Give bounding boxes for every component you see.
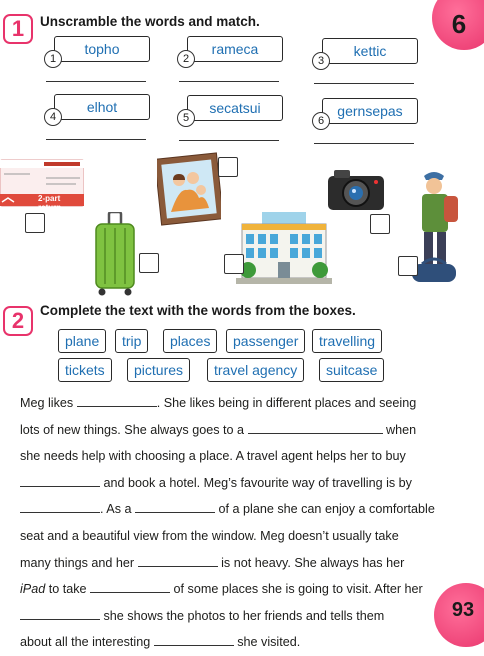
scrambled-word: kettic — [322, 38, 418, 64]
text-line-2 — [20, 417, 466, 444]
answer-blank[interactable] — [90, 581, 170, 593]
answer-blank[interactable] — [20, 475, 100, 487]
page-number: 93 — [451, 598, 475, 621]
text-segment: of some places she is going to visit. After her — [170, 582, 423, 597]
text-segment: . As a — [100, 502, 136, 517]
text-segment: many things and her — [20, 555, 138, 570]
text-segment: iPad — [20, 582, 46, 597]
text-segment: she visited. — [233, 635, 301, 650]
match-box-hotel[interactable] — [224, 254, 244, 274]
item-number: 4 — [44, 108, 62, 126]
word-travel-agency: travel agency — [207, 358, 304, 382]
text-line-5 — [20, 496, 466, 523]
match-box-camera[interactable] — [370, 214, 390, 234]
exercise-2-instruction: Complete the text with the words from the boxes. — [40, 303, 356, 318]
scrambled-word: rameca — [187, 36, 283, 62]
scrambled-word: gernsepas — [322, 98, 418, 124]
text-line-1 — [20, 390, 466, 417]
answer-line[interactable] — [179, 81, 279, 82]
answer-blank[interactable] — [248, 422, 383, 434]
word-travelling: travelling — [312, 329, 382, 353]
match-box-passenger[interactable] — [398, 256, 418, 276]
ticket-label: 2-part return — [38, 194, 62, 212]
answer-blank[interactable] — [154, 634, 234, 646]
answer-line[interactable] — [179, 140, 279, 141]
text-segment: to take — [45, 582, 91, 597]
item-number: 1 — [44, 50, 62, 68]
item-number: 2 — [177, 50, 195, 68]
answer-blank[interactable] — [20, 608, 100, 620]
hotel-picture — [236, 208, 332, 284]
answer-blank[interactable] — [138, 555, 218, 567]
camera-picture — [326, 166, 386, 214]
match-box-suitcase[interactable] — [139, 253, 159, 273]
text-segment: lots of new things. She always goes to a — [20, 422, 248, 437]
item-number: 6 — [312, 112, 330, 130]
text-segment: seat and a beautiful view from the window. Meg doesn’t usually take — [20, 528, 399, 543]
exercise-1-instruction: Unscramble the words and match. — [40, 14, 260, 29]
camera-icon — [326, 166, 386, 214]
suitcase-icon — [92, 212, 138, 296]
unit-badge — [432, 0, 484, 50]
answer-blank[interactable] — [135, 501, 215, 513]
word-plane: plane — [58, 329, 106, 353]
answer-line[interactable] — [314, 143, 414, 144]
word-pictures: pictures — [127, 358, 190, 382]
answer-line[interactable] — [314, 83, 414, 84]
scrambled-word: topho — [54, 36, 150, 62]
text-line-8 — [20, 576, 466, 603]
scrambled-word: elhot — [54, 94, 150, 120]
text-segment: and book a hotel. Meg’s favourite way of travelling is by — [100, 475, 412, 490]
word-places: places — [163, 329, 217, 353]
text-segment: is not heavy. She always has her — [217, 555, 405, 570]
match-box-photo[interactable] — [218, 157, 238, 177]
photo-frame-icon — [157, 152, 221, 226]
answer-line[interactable] — [46, 81, 146, 82]
word-suitcase: suitcase — [319, 358, 384, 382]
text-segment: . She likes being in different places and seeing — [156, 396, 417, 410]
word-tickets: tickets — [58, 358, 112, 382]
text-line-3 — [20, 443, 466, 470]
text-segment: she shows the photos to her friends and tells them — [100, 608, 385, 623]
text-line-4 — [20, 470, 466, 497]
unit-number: 6 — [451, 8, 467, 39]
text-segment: Meg likes — [20, 396, 77, 410]
item-number: 5 — [177, 109, 195, 127]
gap-fill-text — [20, 390, 466, 656]
word-passenger: passenger — [226, 329, 305, 353]
ticket-picture — [0, 158, 84, 212]
text-segment: about all the interesting — [20, 635, 154, 650]
answer-blank[interactable] — [77, 395, 157, 407]
text-line-7 — [20, 550, 466, 577]
photo-picture — [157, 152, 221, 226]
answer-blank[interactable] — [20, 501, 100, 513]
answer-line[interactable] — [46, 139, 146, 140]
text-segment: when — [382, 422, 417, 437]
text-line-6 — [20, 523, 466, 550]
scrambled-word: secatsui — [187, 95, 283, 121]
match-box-ticket[interactable] — [25, 213, 45, 233]
exercise-1-number: 1 — [3, 14, 33, 44]
word-trip: trip — [115, 329, 148, 353]
hotel-icon — [236, 208, 332, 284]
suitcase-picture — [92, 212, 138, 296]
text-segment: of a plane she can enjoy a comfortable — [215, 502, 435, 517]
text-segment: she needs help with choosing a place. A travel agent helps her to buy — [20, 449, 406, 464]
exercise-2-number: 2 — [3, 306, 33, 336]
item-number: 3 — [312, 52, 330, 70]
text-line-10 — [20, 629, 466, 656]
text-line-9 — [20, 603, 466, 630]
